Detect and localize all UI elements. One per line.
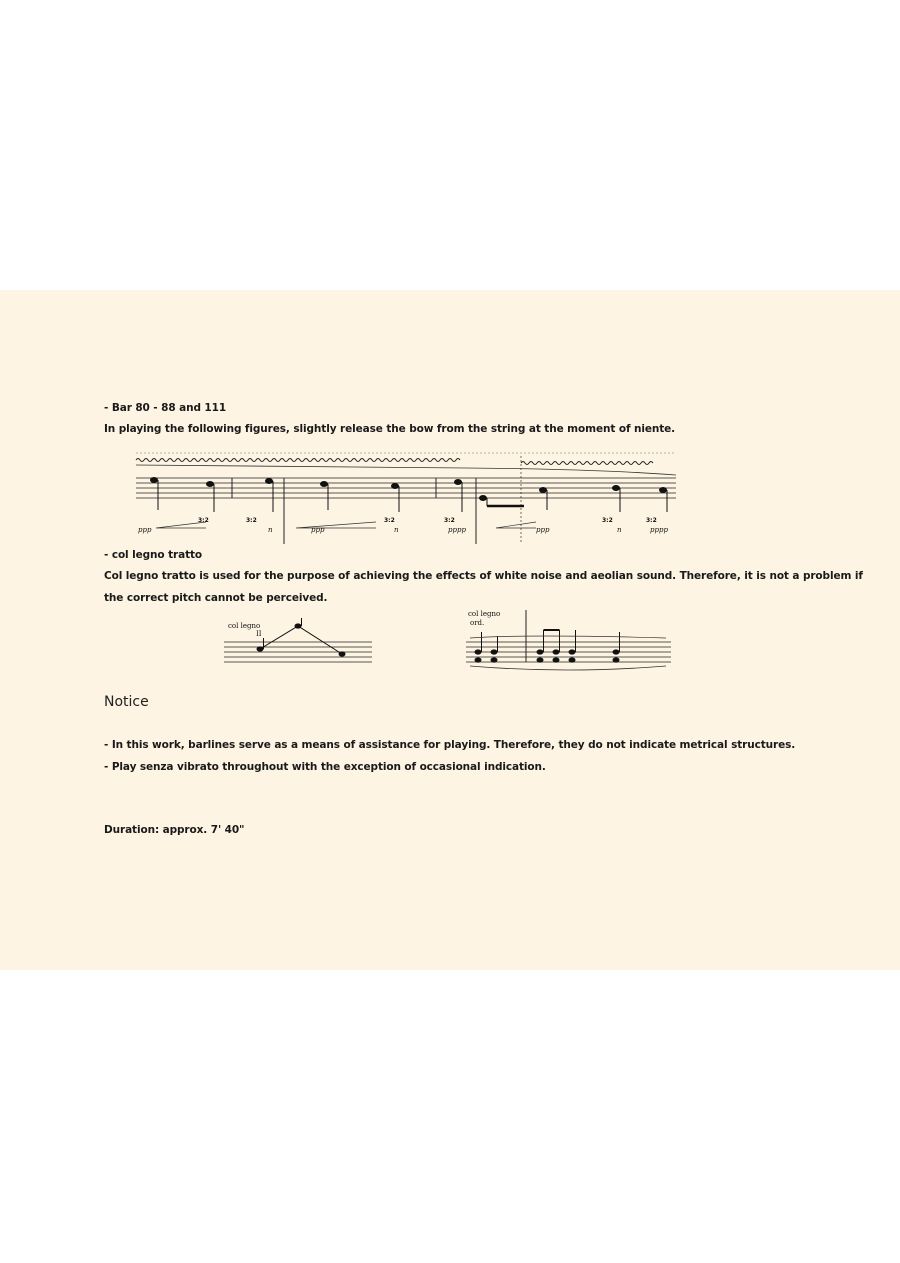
notice-item: - Play senza vibrato throughout with the exception of occasional indication.	[104, 761, 546, 773]
niente-mark: n	[394, 526, 399, 534]
dynamic-ppp: ppp	[536, 526, 550, 534]
dynamic-pppp: pppp	[650, 526, 668, 534]
section-text-col-legno-1: Col legno tratto is used for the purpose of achieving the effects of white noise and aeolian sound. Therefore, it is not a problem if	[104, 570, 863, 582]
section-title-bars: - Bar 80 - 88 and 111	[104, 402, 227, 414]
dynamic-ppp: ppp	[138, 526, 152, 534]
dynamic-ppp: ppp	[311, 526, 325, 534]
tuplet-label: 3:2	[602, 517, 613, 524]
dynamic-pppp: pppp	[448, 526, 466, 534]
tuplet-label: 3:2	[646, 517, 657, 524]
string-number: II	[256, 630, 262, 638]
col-legno-label: col legno	[228, 622, 261, 630]
tuplet-label: 3:2	[384, 517, 395, 524]
section-title-col-legno: - col legno tratto	[104, 549, 203, 561]
tuplet-label: 3:2	[444, 517, 455, 524]
section-text-col-legno-2: the correct pitch cannot be perceived.	[104, 592, 328, 604]
music-example-col-legno-2	[466, 608, 676, 672]
niente-mark: n	[268, 526, 273, 534]
ord-label: ord.	[470, 619, 485, 627]
niente-mark: n	[617, 526, 622, 534]
duration-text: Duration: approx. 7' 40"	[104, 824, 245, 836]
music-example-col-legno-1	[224, 616, 374, 672]
col-legno-label: col legno	[468, 610, 501, 618]
page-background	[0, 290, 900, 970]
tuplet-label: 3:2	[246, 517, 257, 524]
notice-item: - In this work, barlines serve as a means of assistance for playing. Therefore, they do not indicate metrical structures.	[104, 739, 796, 751]
section-text-bars: In playing the following figures, slightly release the bow from the string at the moment of niente.	[104, 423, 676, 435]
music-example-bowing	[136, 448, 676, 548]
notice-heading: Notice	[104, 694, 149, 710]
tuplet-label: 3:2	[198, 517, 209, 524]
